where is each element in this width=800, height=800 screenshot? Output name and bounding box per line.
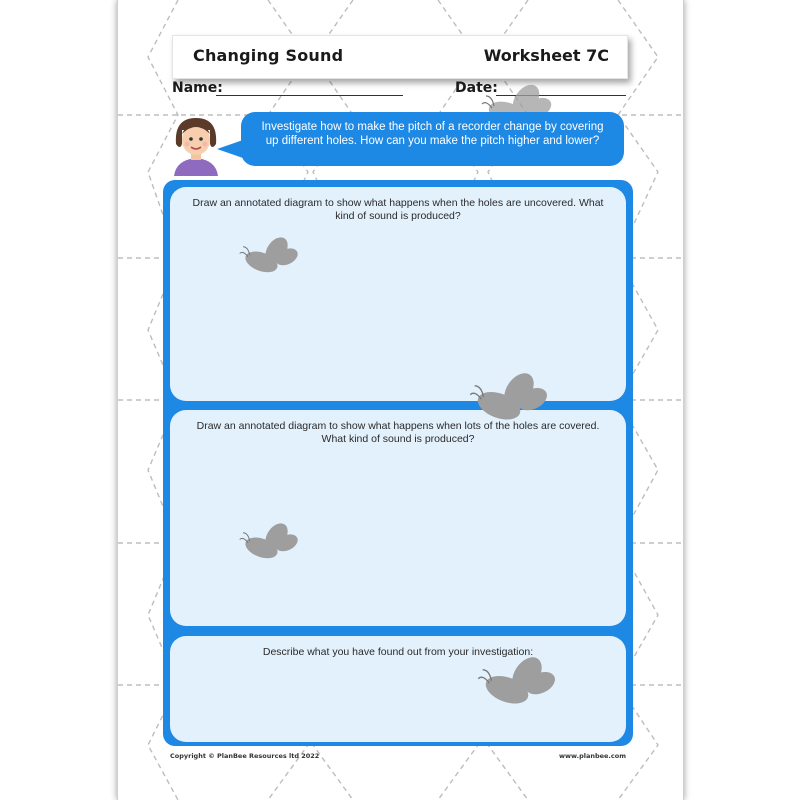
worksheet-number: Worksheet 7C	[483, 46, 609, 65]
bee-icon	[238, 234, 300, 278]
name-line[interactable]	[216, 95, 403, 96]
intro-speech-bubble	[241, 112, 624, 166]
task-prompt-1: Draw an annotated diagram to show what happens when the holes are uncovered. What kind of sound is produced?	[192, 197, 604, 222]
bee-icon	[476, 654, 558, 710]
bee-icon	[238, 520, 300, 564]
website-text: www.planbee.com	[559, 752, 626, 760]
worksheet-title: Changing Sound	[193, 46, 344, 65]
name-label: Name:	[172, 80, 223, 96]
intro-text: Investigate how to make the pitch of a recorder change by covering up different holes. How can you make the pitch higher and lower?	[261, 121, 604, 147]
task-box-1[interactable]	[170, 187, 626, 401]
worksheet-page	[118, 0, 683, 800]
bee-icon	[468, 370, 550, 426]
title-bar	[172, 35, 628, 79]
task-box-2[interactable]	[170, 410, 626, 626]
date-label: Date:	[455, 80, 498, 96]
task-prompt-2: Draw an annotated diagram to show what happens when lots of the holes are covered. What kind of sound is produced?	[196, 420, 600, 445]
teacher-avatar-icon	[170, 114, 222, 176]
task-prompt-3: Describe what you have found out from your investigation:	[262, 646, 534, 658]
speech-bubble-tail	[217, 140, 243, 158]
copyright-text: Copyright © PlanBee Resources ltd 2022	[170, 752, 320, 760]
